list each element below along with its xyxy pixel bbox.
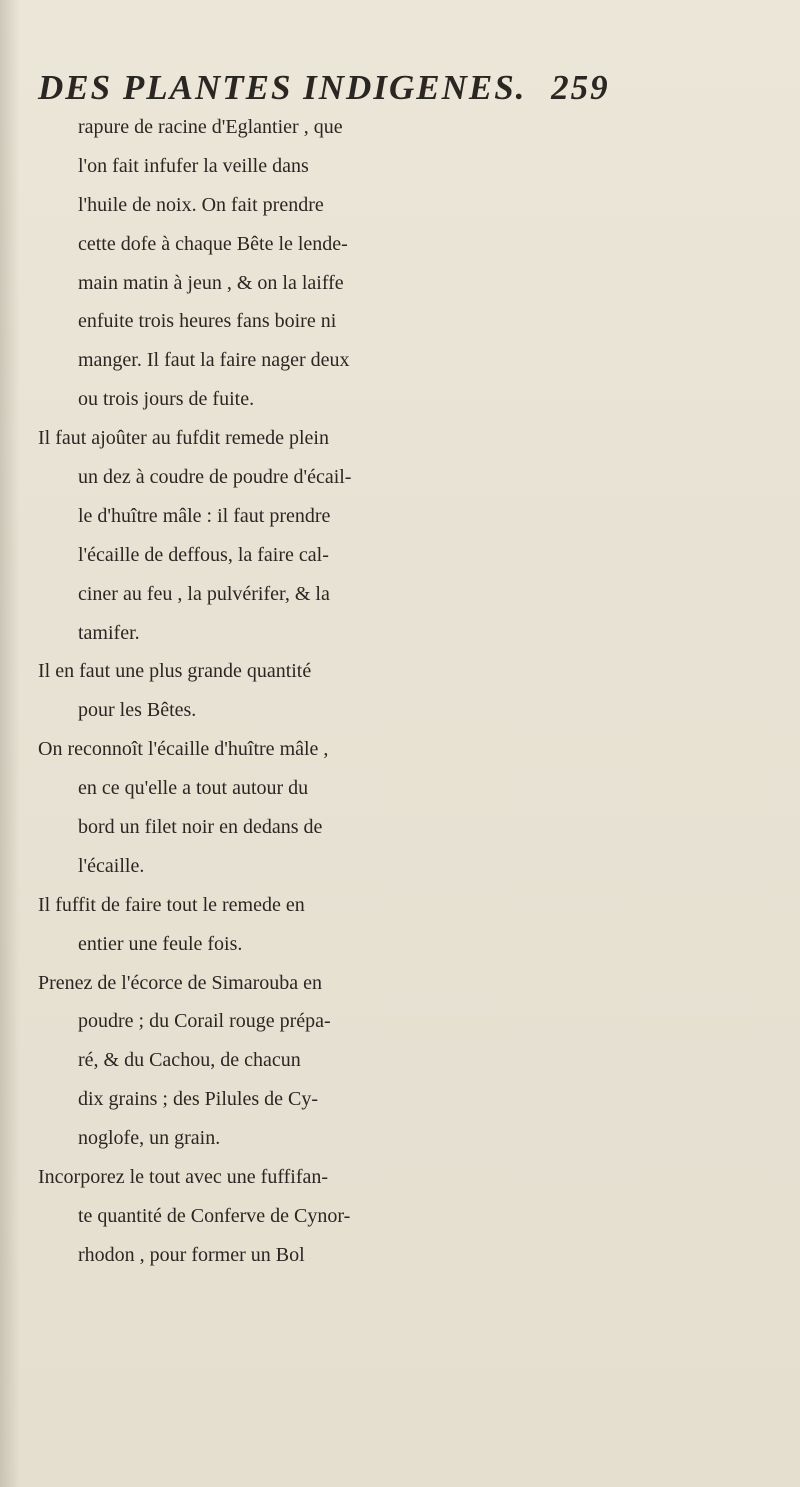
text-line: pour les Bêtes. <box>78 699 197 722</box>
text-line: l'huile de noix. On fait prendre <box>78 193 324 216</box>
text-line: Prenez de l'écorce de Simarouba en <box>38 971 323 994</box>
page-number: 259 <box>551 68 610 107</box>
text-line: On reconnoît l'écaille d'huître mâle , <box>38 738 329 761</box>
text-line: ré, & du Cachou, de chacun <box>78 1049 301 1072</box>
text-line: rapure de racine d'Eglantier , que <box>78 116 343 138</box>
text-line: entier une feule fois. <box>78 932 243 955</box>
text-line: Incorporez le tout avec une fuffifan- <box>38 1166 329 1189</box>
text-line: dix grains ; des Pilules de Cy- <box>78 1088 318 1111</box>
text-line: Il faut ajoûter au fufdit remede plein <box>38 427 329 450</box>
body-text <box>0 108 800 1275</box>
running-header <box>38 68 738 112</box>
text-line: un dez à coudre de poudre d'écail- <box>78 466 352 489</box>
text-line: te quantité de Conferve de Cynor- <box>78 1204 351 1227</box>
text-line: poudre ; du Corail rouge prépa- <box>78 1010 331 1033</box>
text-line: ciner au feu , la pulvérifer, & la <box>78 582 330 605</box>
text-line: l'on fait infufer la veille dans <box>78 154 309 177</box>
text-line: Il en faut une plus grande quantité <box>38 660 312 683</box>
text-line: bord un filet noir en dedans de <box>78 816 323 839</box>
text-line: en ce qu'elle a tout autour du <box>78 777 309 800</box>
text-line: cette dofe à chaque Bête le lende- <box>78 232 348 255</box>
text-line: le d'huître mâle : il faut prendre <box>78 504 331 527</box>
text-line: l'écaille de deffous, la faire cal- <box>78 543 329 566</box>
text-line: main matin à jeun , & on la laiffe <box>78 271 344 294</box>
text-line: tamifer. <box>78 621 140 644</box>
text-line: Il fuffit de faire tout le remede en <box>38 893 305 916</box>
text-line: noglofe, un grain. <box>78 1127 221 1150</box>
text-line: manger. Il faut la faire nager deux <box>78 349 350 372</box>
text-line: rhodon , pour former un Bol <box>78 1243 305 1266</box>
text-line: enfuite trois heures fans boire ni <box>78 310 337 333</box>
running-title: DES PLANTES INDIGENES. <box>38 68 527 107</box>
text-line: l'écaille. <box>78 854 145 877</box>
text-line: ou trois jours de fuite. <box>78 388 255 411</box>
